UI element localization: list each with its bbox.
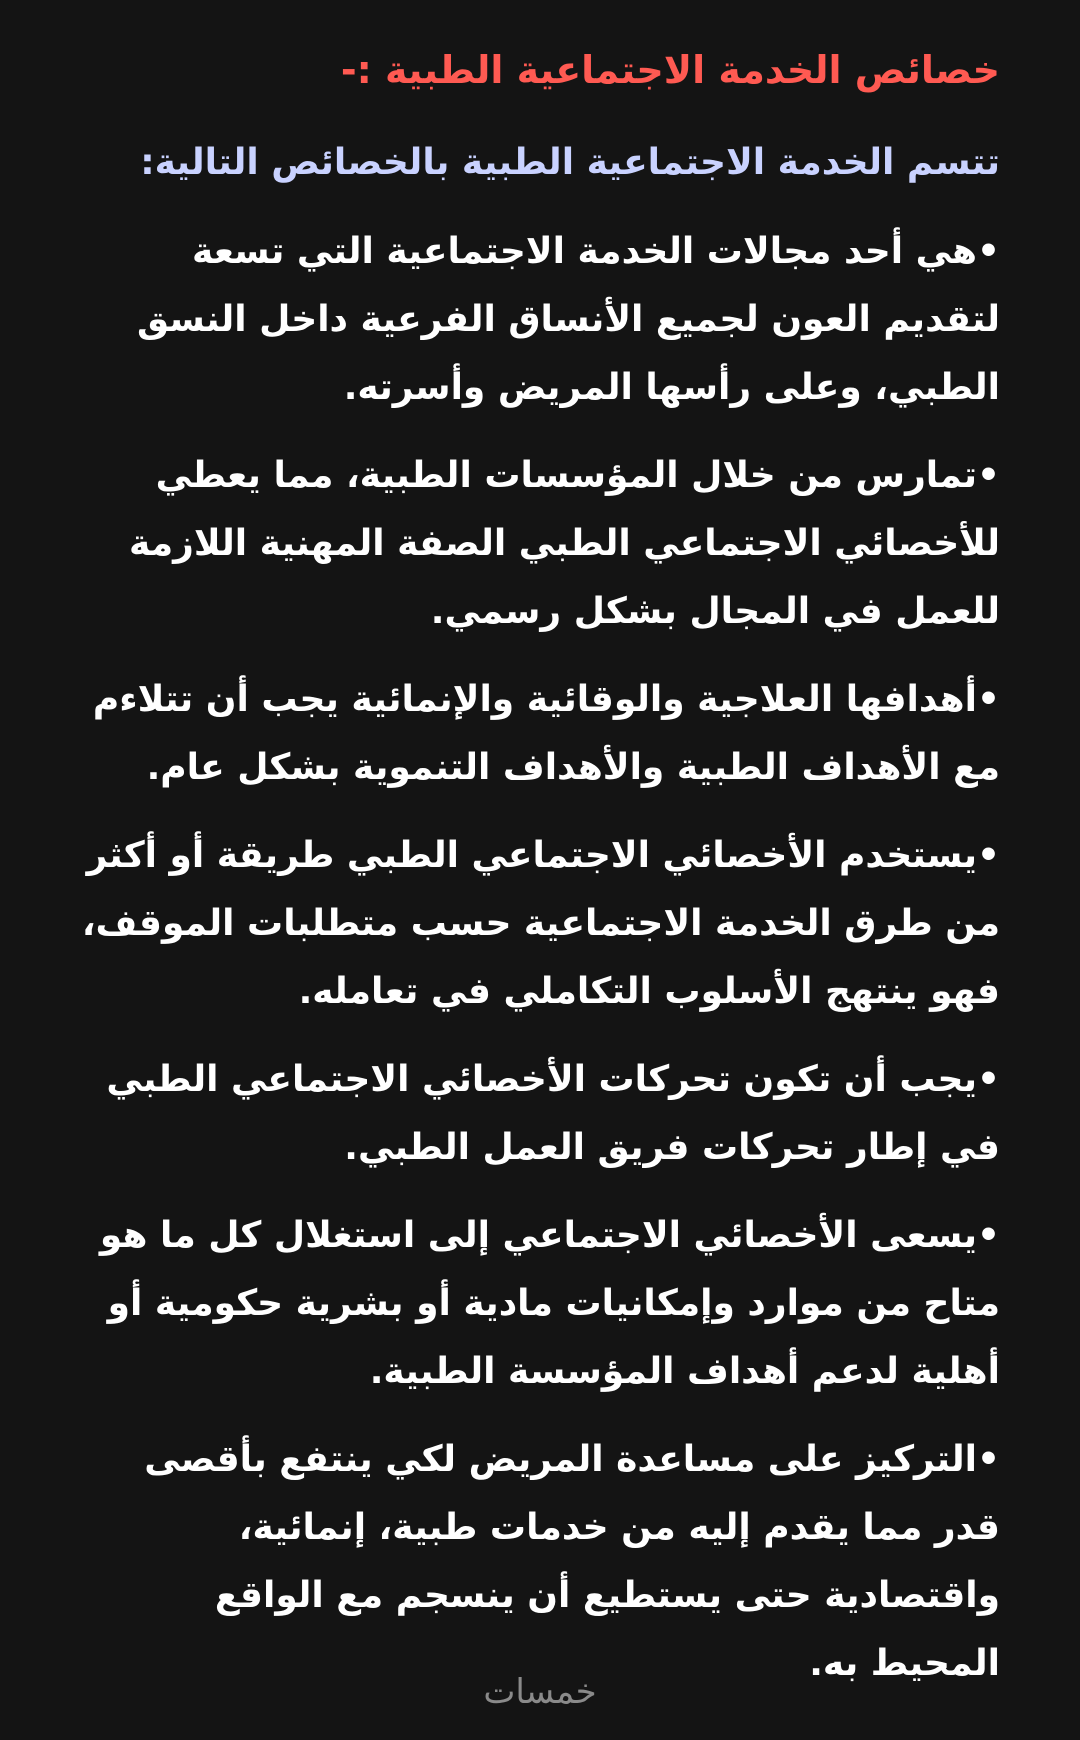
document-body	[78, 40, 1000, 1718]
list-item: •يسعى الأخصائي الاجتماعي إلى استغلال كل ما هو متاح من موارد وإمكانيات مادية أو بشرية حكومية أو أهلية لدعم أهداف المؤسسة الطبية.	[99, 1215, 1000, 1392]
list-item: •التركيز على مساعدة المريض لكي ينتفع بأقصى قدر مما يقدم إليه من خدمات طبية، إنمائية، واقتصادية حتى يستطيع أن ينسجم مع الواقع المحيط به.	[144, 1439, 1000, 1684]
list-item: •أهدافها العلاجية والوقائية والإنمائية يجب أن تتلاءم مع الأهداف الطبية والأهداف التنموية بشكل عام.	[92, 679, 1000, 788]
page-title: خصائص الخدمة الاجتماعية الطبية :-	[340, 48, 1000, 92]
list-item: •تمارس من خلال المؤسسات الطبية، مما يعطي للأخصائي الاجتماعي الطبي الصفة المهنية اللازمة للعمل في المجال بشكل رسمي.	[129, 455, 1000, 632]
intro-text: تتسم الخدمة الاجتماعية الطبية بالخصائص التالية:	[140, 142, 1000, 183]
list-item: •يستخدم الأخصائي الاجتماعي الطبي طريقة أو أكثر من طرق الخدمة الاجتماعية حسب متطلبات الموقف، فهو ينتهج الأسلوب التكاملي في تعامله.	[81, 835, 1000, 1012]
watermark-logo: خمسات	[483, 1672, 597, 1712]
list-item: •يجب أن تكون تحركات الأخصائي الاجتماعي الطبي في إطار تحركات فريق العمل الطبي.	[106, 1059, 1000, 1168]
list-item: •هي أحد مجالات الخدمة الاجتماعية التي تسعة لتقديم العون لجميع الأنساق الفرعية داخل النسق الطبي، وعلى رأسها المريض وأسرته.	[136, 231, 1000, 408]
